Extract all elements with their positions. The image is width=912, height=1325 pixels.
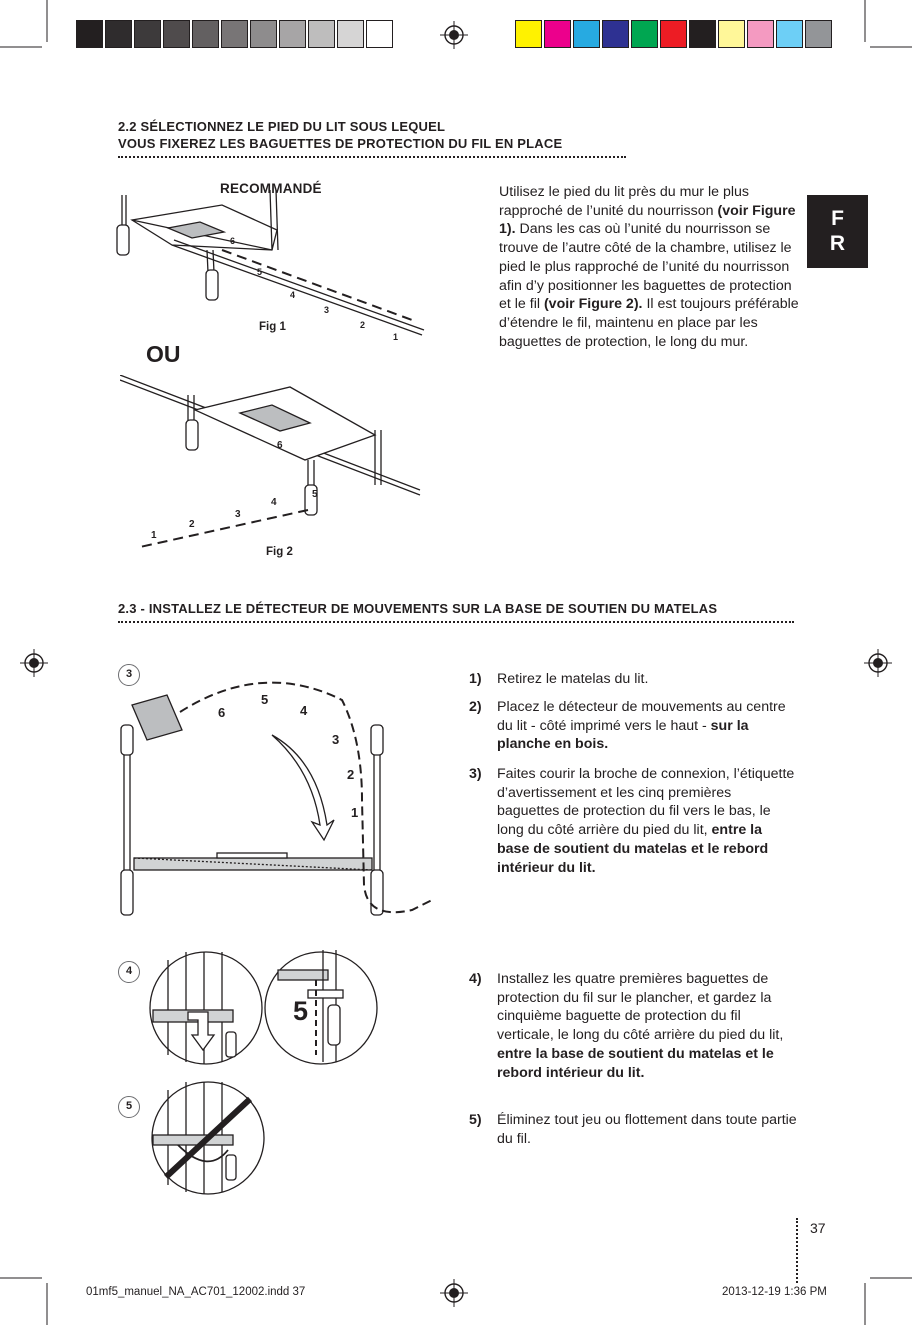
section-22-para-text-2: Dans les cas où l’unité du nourrisson se trouve de l’autre côté de la chambre, utilisez le pied le plus rapproché de l’unité du nourrisson afin d’y positionner les baguettes de protection et le fil [499,221,792,313]
color-swatch [573,20,600,48]
color-swatch [747,20,774,48]
gray-swatch [76,20,103,48]
fig3-number-label: 1 [351,805,359,820]
fig1-number-label: 6 [230,236,236,246]
fig1-number-label: 2 [360,320,366,330]
fig3-number-label: 6 [218,705,226,720]
section-22-title-line2: VOUS FIXEREZ LES BAGUETTES DE PROTECTION DU FIL EN PLACE [118,136,563,151]
registration-mark-top-icon [440,21,468,49]
gray-swatch [308,20,335,48]
fig1-number-label: 5 [257,267,263,277]
section-22-para-text-3: Il est toujours préférable d’étendre le fil, maintenu en place par les baguettes de protection, le long du mur. [499,296,799,350]
gray-swatch [221,20,248,48]
color-swatch [776,20,803,48]
recommended-label: RECOMMANDÉ [220,181,322,196]
fig2-number-label: 3 [235,509,241,520]
color-swatch [805,20,832,48]
fig2-number-label: 6 [277,440,283,451]
color-swatch [718,20,745,48]
color-swatch [689,20,716,48]
section-22-para-bold-2: (voir Figure 2). [543,296,643,313]
step-4-bold: entre la base de soutient du matelas et le rebord intérieur du lit. [497,1045,774,1081]
section-22-divider [118,156,626,158]
step-3-number: 3) [469,766,482,782]
step-3-plain: Faites courir la broche de connexion, l’étiquette d’avertissement et les cinq premières baguettes de protection du fil vers le bas, le long du côté arrière du pied du lit, [497,766,795,839]
registration-mark-right-icon [864,649,892,677]
section-22-para-text-1: Utilisez le pied du lit près du mur le plus rapproché de l’unité du nourrisson [499,184,749,219]
step-2-text [497,698,797,754]
fig3-number-label: 2 [347,767,355,782]
step-2-plain: Placez le détecteur de mouvements au centre du lit - côté imprimé vers le haut - [497,699,786,734]
gray-swatch [105,20,132,48]
step-5-plain: Éliminez tout jeu ou flottement dans toute partie du fil. [497,1112,797,1147]
fig3-number-label: 4 [300,703,308,718]
language-tab [807,195,868,268]
fig1-number-label: 1 [393,332,399,342]
color-swatch [515,20,542,48]
fig2-number-label: 1 [151,530,157,541]
footer-timestamp: 2013-12-19 1:36 PM [722,1286,827,1298]
section-23-divider [118,621,794,623]
section-22-title-line1: 2.2 SÉLECTIONNEZ LE PIED DU LIT SOUS LEQUEL [118,119,446,134]
language-tab-line2: R [829,232,846,255]
color-swatch [602,20,629,48]
figure-1-illustration [112,190,442,340]
fig1-number-label: 3 [324,305,330,315]
fig3-number-label: 5 [261,692,269,707]
figure-3-badge: 3 [118,664,140,686]
gray-swatch [366,20,393,48]
figure-4-big-number: 5 [293,996,309,1026]
step-2-number: 2) [469,699,482,715]
figure-4-illustration [148,950,380,1068]
gray-swatch [279,20,306,48]
fig2-label: Fig 2 [266,546,293,558]
step-5-number: 5) [469,1112,482,1128]
registration-mark-left-icon [20,649,48,677]
gray-swatch [192,20,219,48]
color-swatch [660,20,687,48]
step-1-number: 1) [469,671,482,687]
step-3-text [497,765,797,877]
gray-swatch [134,20,161,48]
step-5-text [497,1111,797,1148]
fig3-number-label: 3 [332,732,340,747]
registration-mark-bottom-icon [440,1279,468,1307]
fig2-number-label: 4 [271,497,277,508]
step-1-text [497,670,797,689]
figure-2-illustration [120,375,440,555]
step-4-number: 4) [469,971,482,987]
fig1-number-label: 4 [290,290,296,300]
gray-swatch [337,20,364,48]
figure-5-badge: 5 [118,1096,140,1118]
or-label: OU [146,341,181,367]
fig1-label: Fig 1 [259,321,286,333]
step-4-plain: Installez les quatre premières baguettes de protection du fil sur le plancher, et gardez la cinquième baguette de protection du fil verticale, le long du côté arrière du pied du lit, [497,971,784,1044]
step-1-plain: Retirez le matelas du lit. [497,671,649,687]
footer-file-name: 01mf5_manuel_NA_AC701_12002.indd 37 [86,1286,306,1298]
section-22-heading [118,118,638,152]
step-2-bold: sur la planche en bois. [497,717,749,753]
section-23-title: 2.3 - INSTALLEZ LE DÉTECTEUR DE MOUVEMENTS SUR LA BASE DE SOUTIEN DU MATELAS [118,601,718,616]
color-swatch [544,20,571,48]
figure-5-illustration [148,1080,270,1198]
section-22-paragraph [499,183,799,351]
step-4-text [497,970,797,1082]
figure-4-badge: 4 [118,961,140,983]
gray-swatch [250,20,277,48]
gray-swatch [163,20,190,48]
page-number: 37 [810,1220,826,1236]
language-tab-line1: F [831,207,844,230]
step-3-bold: entre la base de soutient du matelas et le rebord intérieur du lit. [497,822,769,876]
fig2-number-label: 5 [312,489,318,500]
color-swatch [631,20,658,48]
section-22-para-bold-1: (voir Figure 1). [499,202,796,238]
figure-3-illustration [112,660,442,920]
page-number-rule [796,1218,798,1283]
fig2-number-label: 2 [189,519,195,530]
